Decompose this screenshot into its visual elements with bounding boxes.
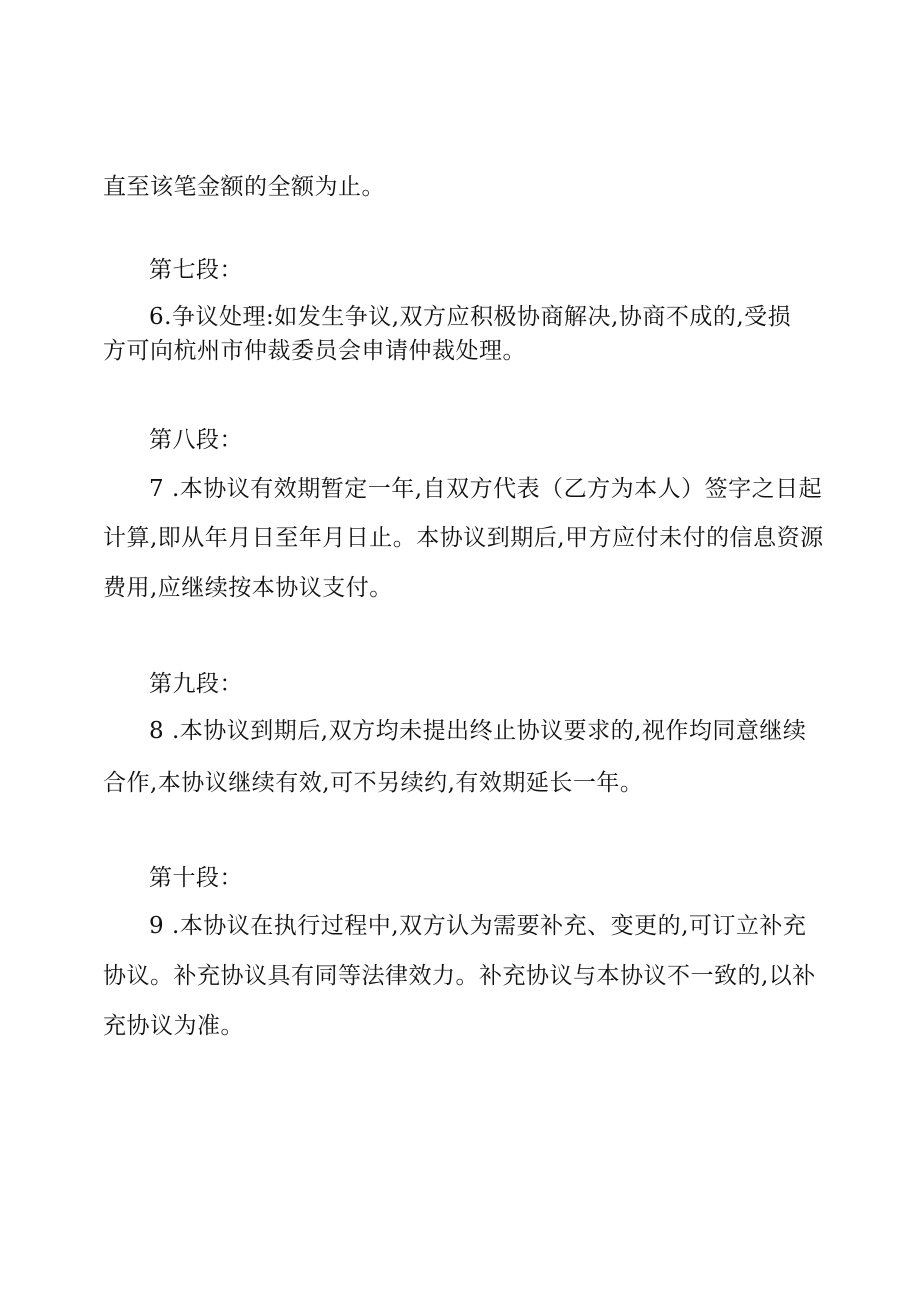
section-heading-9: 第九段： xyxy=(149,671,243,697)
text-line: 计算,即从年月日至年月日止。本协议到期后,甲方应付未付的信息资源 xyxy=(103,525,824,551)
text-line: 方可向杭州市仲裁委员会申请仲裁处理。 xyxy=(103,338,526,364)
text-line: 8 .本协议到期后,双方均未提出终止协议要求的,视作均同意继续 xyxy=(149,718,807,744)
section-heading-8: 第八段： xyxy=(149,427,243,453)
text-line: 6.争议处理:如发生争议,双方应积极协商解决,协商不成的,受损 xyxy=(149,304,792,330)
text-line: 直至该笔金额的全额为止。 xyxy=(103,174,385,200)
text-line: 协议。补充协议具有同等法律效力。补充协议与本协议不一致的,以补 xyxy=(103,963,816,989)
text-line: 充协议为准。 xyxy=(103,1013,244,1039)
text-line: 9 .本协议在执行过程中,双方认为需要补充、变更的,可订立补充 xyxy=(149,913,807,939)
text-line: 7 .本协议有效期暂定一年,自双方代表（乙方为本人）签字之日起 xyxy=(149,476,823,502)
text-line: 合作,本协议继续有效,可不另续约,有效期延长一年。 xyxy=(103,770,644,796)
text-line: 费用,应继续按本协议支付。 xyxy=(103,575,393,601)
section-heading-10: 第十段： xyxy=(149,865,243,891)
section-heading-7: 第七段： xyxy=(149,257,243,283)
